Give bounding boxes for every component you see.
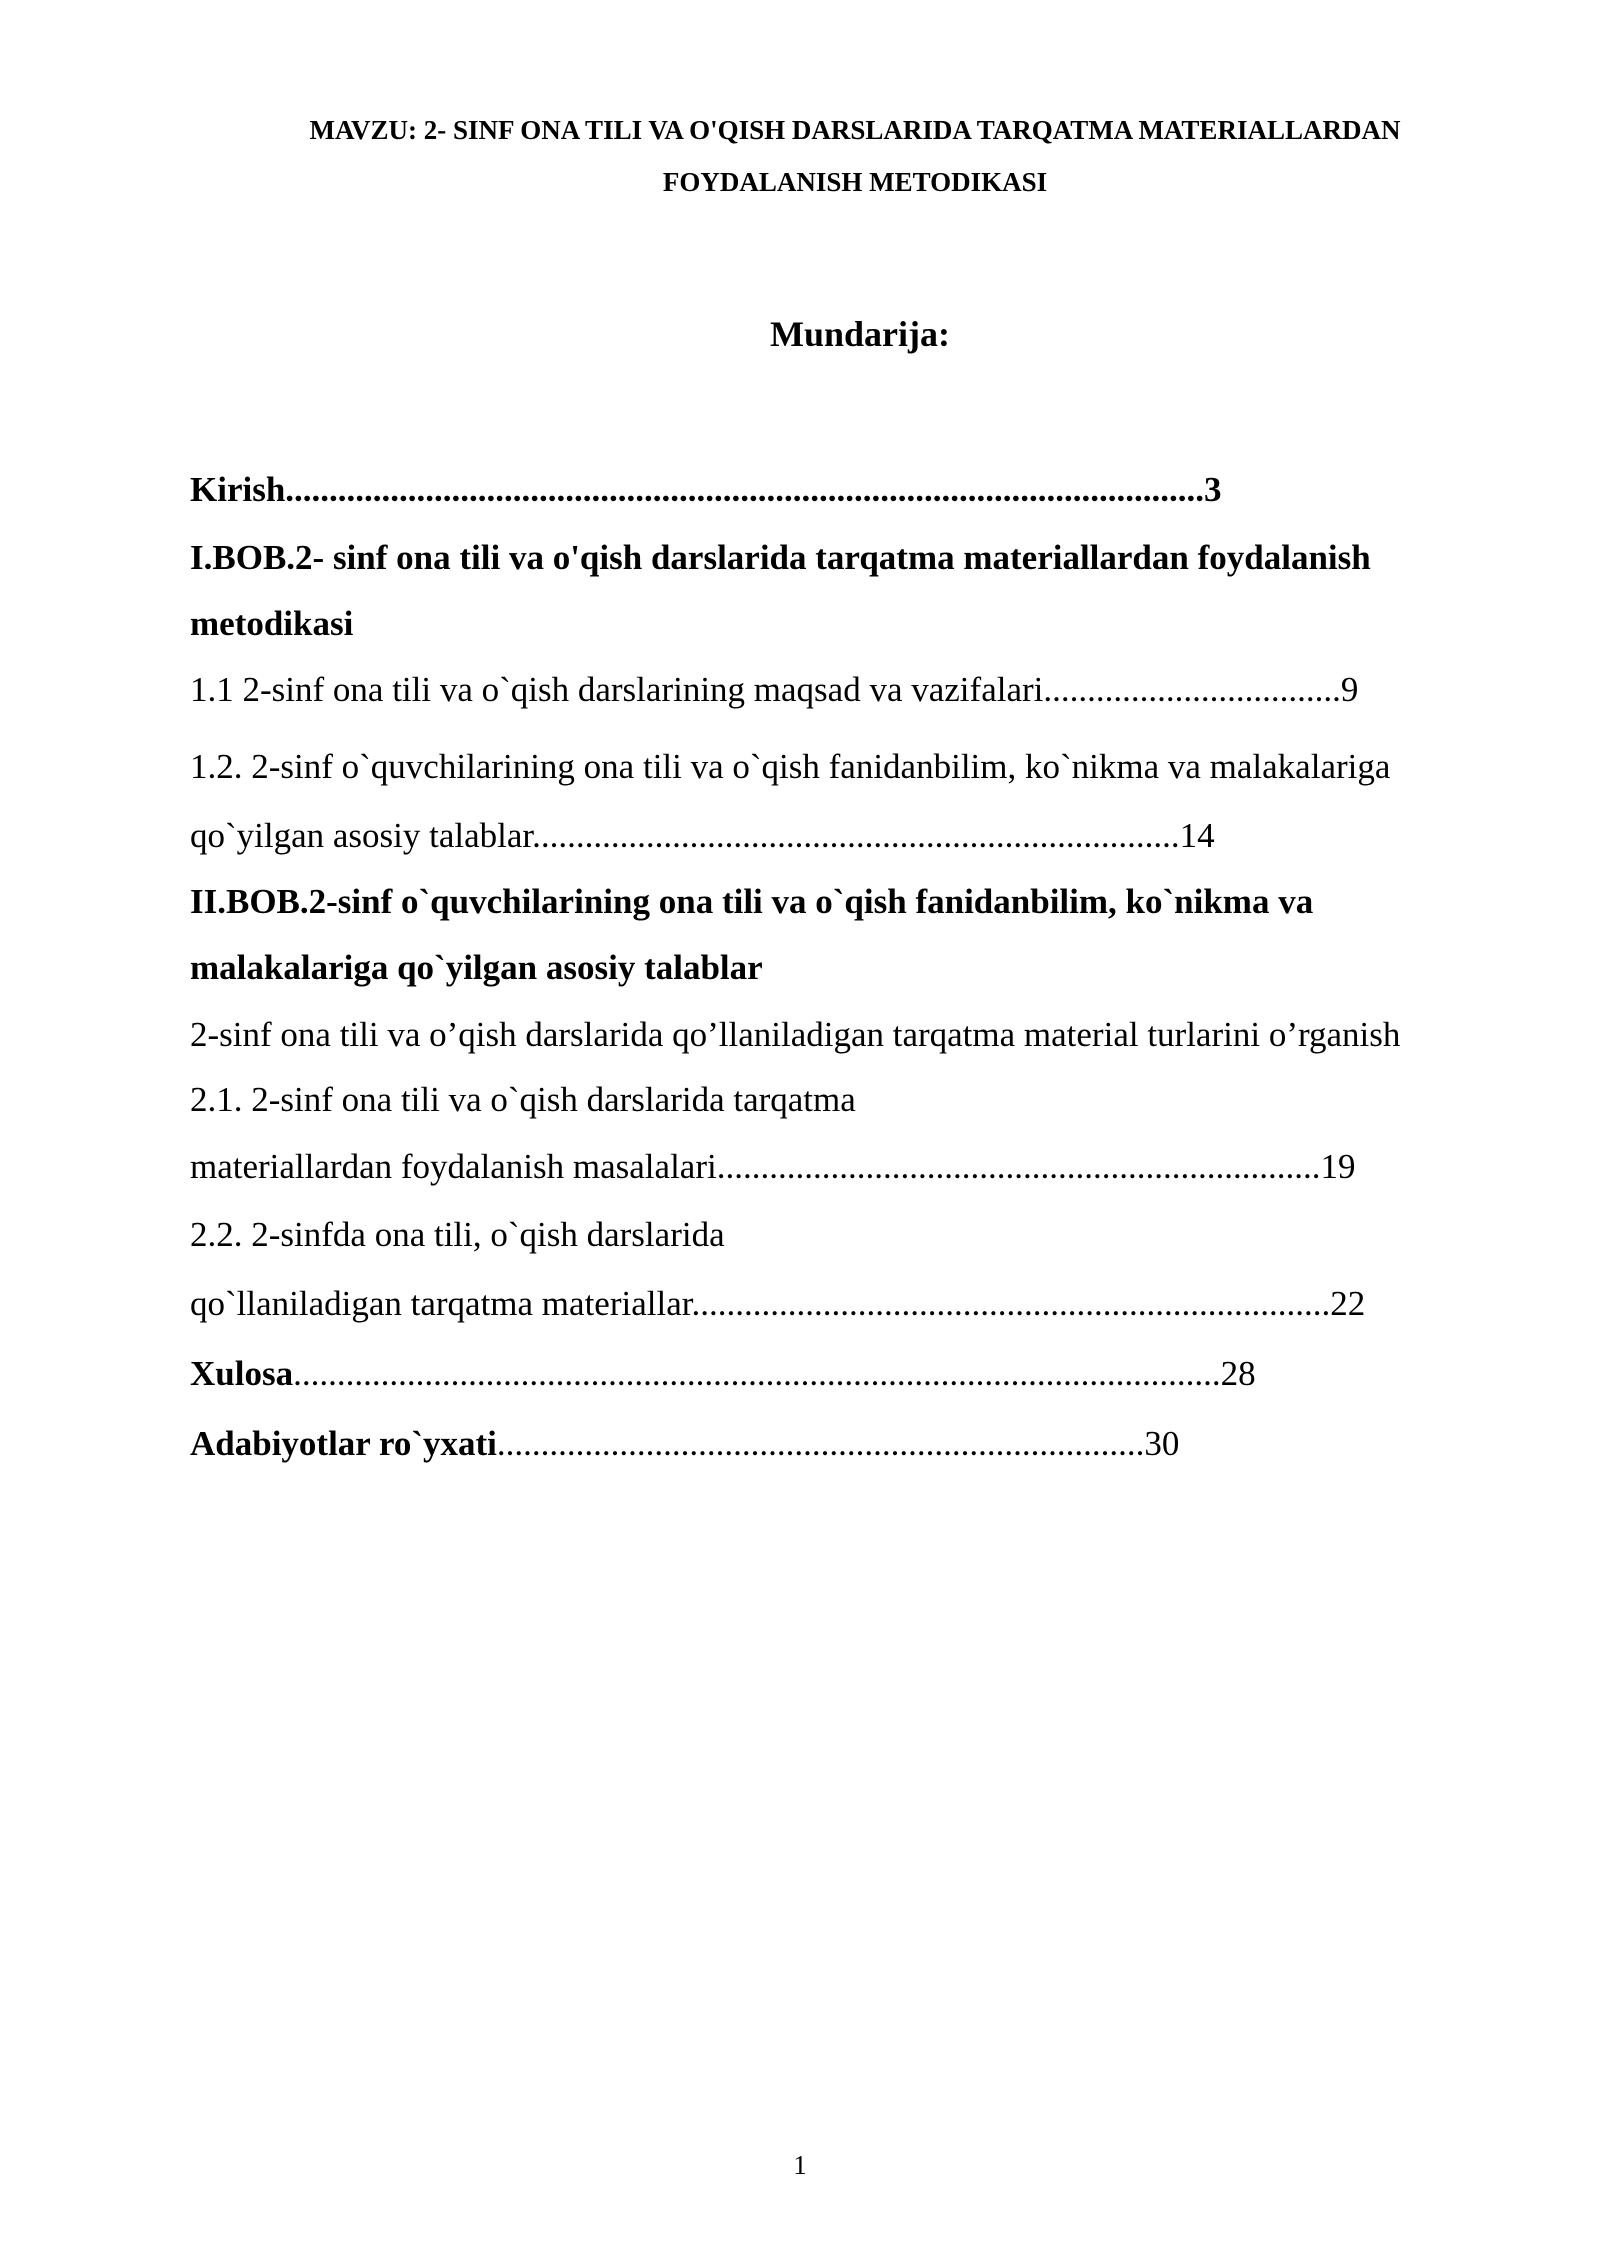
toc-entry-bob1-line1: I.BOB.2- sinf ona tili va o'qish darslarida tarqatma materiallardan foydalanish	[190, 538, 1371, 577]
toc-entry-1-1: 1.1 2-sinf ona tili va o`qish darslarining maqsad va vazifalari..................................9	[190, 670, 1359, 709]
toc-entry-bob2-line1: II.BOB.2-sinf o`quvchilarining ona tili va o`qish fanidanbilim, ko`nikma va	[190, 882, 1314, 921]
toc-entry-xulosa	[190, 1351, 1256, 1397]
toc-entry-xulosa-label: Xulosa	[190, 1354, 294, 1393]
toc-entry-adabiyotlar-dots: ..........................................................................30	[496, 1424, 1180, 1463]
toc-heading: Mundarija:	[770, 314, 950, 354]
title-line-1: MAVZU: 2- SINF ONA TILI VA O'QISH DARSLARIDA TARQATMA MATERIALLARDAN	[309, 115, 1401, 145]
toc-entry-adabiyotlar	[190, 1421, 1179, 1467]
toc-entry-2-2-line2: qo`llaniladigan tarqatma materiallar.........................................................................22	[190, 1284, 1366, 1323]
toc-entry-xulosa-dots: ..........................................................................................................28	[293, 1354, 1256, 1393]
toc-entry-1-2-line2: qo`yilgan asosiy talablar..........................................................................14	[190, 816, 1215, 855]
toc-entry-bob1-line2: metodikasi	[190, 604, 354, 643]
toc-entry-1-2-line1: 1.2. 2-sinf o`quvchilarining ona tili va o`qish fanidanbilim, ko`nikma va malakalariga	[190, 747, 1391, 786]
page-number: 1	[793, 2150, 807, 2180]
toc-entry-adabiyotlar-label: Adabiyotlar ro`yxati	[190, 1424, 497, 1463]
document-title	[190, 104, 1520, 208]
toc-entry-2-1-line2: materiallardan foydalanish masalalari.....................................................................19	[190, 1147, 1356, 1186]
toc-entry-bob2-line2: malakalariga qo`yilgan asosiy talablar	[190, 948, 763, 987]
toc-entry-kirish: Kirish.........................................................................................................3	[190, 470, 1222, 509]
toc-entry-2-2-line1: 2.2. 2-sinfda ona tili, o`qish darslarida	[190, 1215, 725, 1254]
toc-entry-2-1-line1: 2.1. 2-sinf ona tili va o`qish darslarida tarqatma	[190, 1080, 856, 1119]
title-line-2: FOYDALANISH METODIKASI	[662, 167, 1048, 197]
toc-entry-bob2-sub: 2-sinf ona tili va o’qish darslarida qo’llaniladigan tarqatma material turlarini o’rganish	[190, 1015, 1401, 1054]
